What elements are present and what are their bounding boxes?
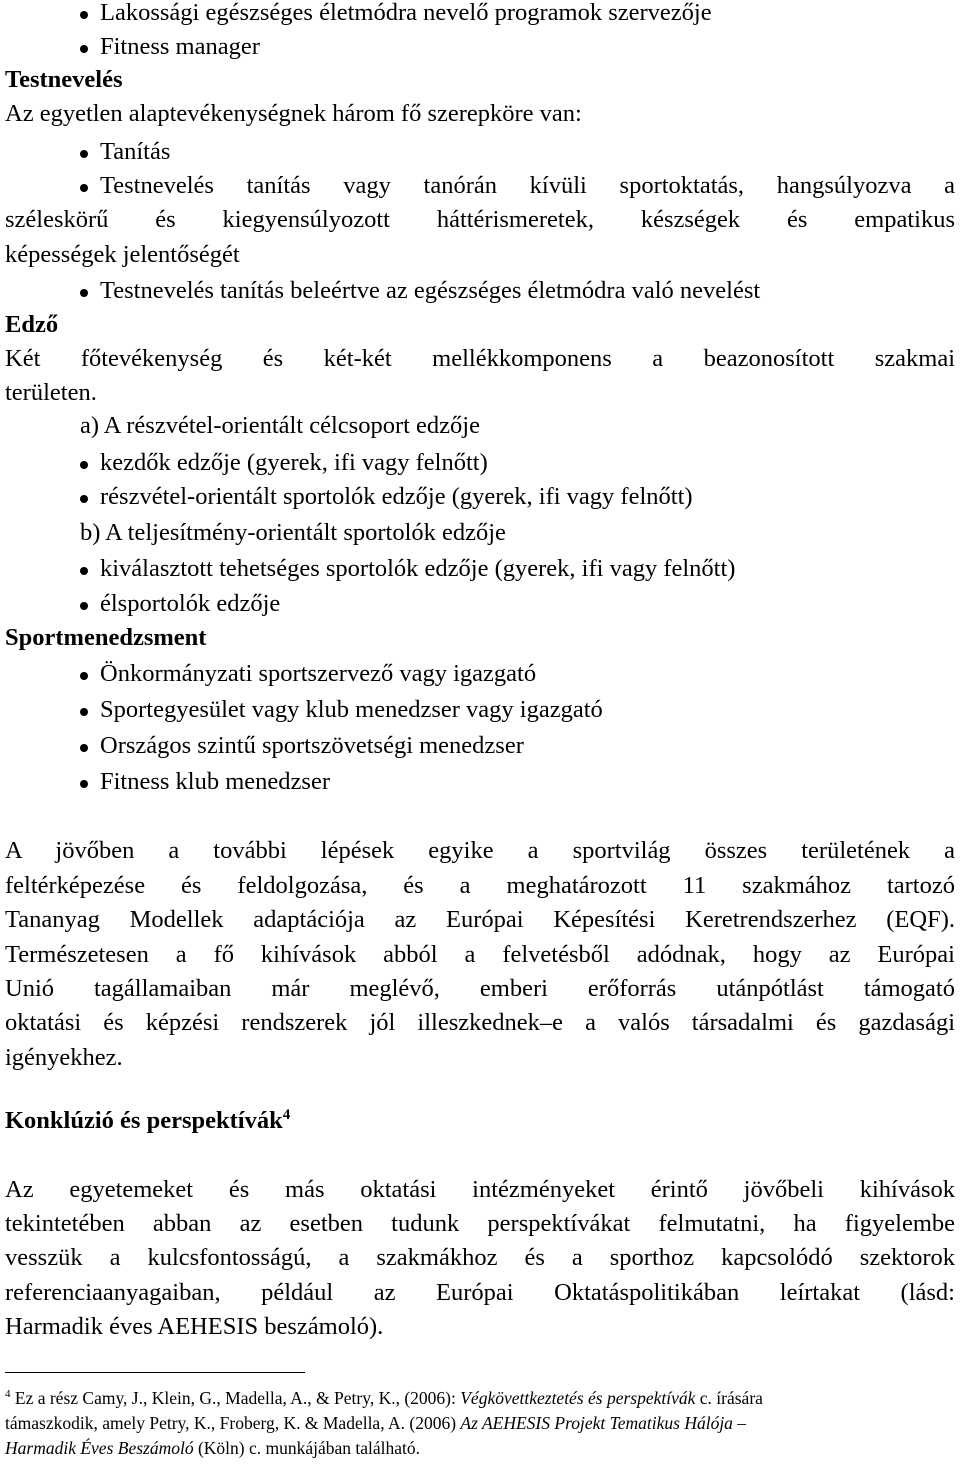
- list-item: Testnevelés tanítás vagy tanórán kívüli sportoktatás, hangsúlyozva a: [80, 171, 955, 201]
- group-label-a: a) A részvétel-orientált célcsoport edzője: [80, 412, 480, 439]
- paragraph-line: tekintetében abban az esetben tudunk perspektívákat felmutatni, ha figyelembe: [5, 1210, 955, 1237]
- paragraph-line: Természetesen a fő kihívások abból a felvetésből adódnak, hogy az Európai: [5, 941, 955, 968]
- bullet-icon: [80, 495, 88, 503]
- paragraph-line: Két főtevékenység és két-két mellékkomponens a beazonosított szakmai: [5, 345, 955, 372]
- footnote-divider: [5, 1372, 305, 1373]
- paragraph-line: feltérképezése és feldolgozása, és a meghatározott 11 szakmához tartozó: [5, 872, 955, 899]
- footnote-reference[interactable]: 4: [282, 1106, 291, 1123]
- bullet-icon: [80, 602, 88, 610]
- footnote-line: Harmadik Éves Beszámoló (Köln) c. munkájában található.: [5, 1438, 421, 1458]
- bullet-icon: [80, 672, 88, 680]
- bullet-icon: [80, 289, 88, 297]
- bullet-icon: [80, 708, 88, 716]
- paragraph-line: Harmadik éves AEHESIS beszámoló).: [5, 1313, 384, 1340]
- paragraph-line: területen.: [5, 379, 97, 406]
- section-intro: Az egyetlen alaptevékenységnek három fő szerepköre van:: [5, 100, 582, 127]
- paragraph-line: Tananyag Modellek adaptációja az Európai Képesítési Keretrendszerhez (EQF).: [5, 906, 955, 933]
- bullet-icon: [80, 461, 88, 469]
- section-heading-testneveles: Testnevelés: [5, 66, 123, 93]
- paragraph-line: A jövőben a további lépések egyike a sportvilág összes területének a: [5, 837, 955, 864]
- document-page: Lakossági egészséges életmódra nevelő programok szervezője Fitness manager Testnevelés Az egyetlen alaptevékenységnek három fő szerepköre van: Tanítás Testnevelés tanítás vagy tanórán kívüli sportoktatás, hangsúlyozva a széleskörű és kiegyensúlyozott háttérismeretek, készségek és empatikus képességek jelentőségét Testnevelés tanítás beleértve az egészséges életmódra való nevelést Edző Két főtevékenység és két-két mellékkomponens a beazonosított szakmai területen. a) A részvétel-orientált célcsoport edzője kezdők edzője (gyerek, ifi vagy felnőtt) részvétel-orientált sportolók edzője (gyerek, ifi vagy felnőtt) b) A teljesítmény-orientált sportolók edzője kiválasztott tehetséges sportolók edzője (gyerek, ifi vagy felnőtt) élsportolók edzője Sportmenedzsment Önkormányzati sportszervező vagy igazgató Sportegyesület vagy klub menedzser vagy igazgató Országos szintű sportszövetségi menedzser Fitness klub menedzser A jövőben a további lépések egyike a sportvilág összes területének a feltérképezése és feldolgozása, és a meghatározott 11 szakmához tartozó Tananyag Modellek adaptációja az Európai Képesítési Keretrendszerhez (EQF). Természetesen a fő kihívások abból a felvetésből adódnak, hogy az Európai Unió tagállamaiban már meglévő, emberi erőforrás utánpótlást támogató oktatási és képzési rendszerek jól illeszkednek–e a valós társadalmi és gazdasági igényekhez. Konklúzió és perspektívák$^4$ Az egyetemeket és más oktatási intézményeket érintő jövőbeli kihívások tekintetében abban az esetben tudunk perspektívákat felmutatni, ha figyelembe vesszük a kulcsfontosságú, a szakmákhoz és a sporthoz kapcsolódó szektorok referenciaanyagaiban, például az Európai Oktatáspolitikában leírtakat (lásd: Harmadik éves AEHESIS beszámoló). $^4$ Ez a rész Camy, J., Klein, G., Madella, A., & Petry, K., (2006): Végkövettkeztetés és perspektívák c. írására támaszkodik, amely Petry, K., Froberg, K. & Madella, A. (2006) Az AEHESIS Projekt Tematikus Hálója – Harmadik Éves Beszámoló (Köln) c. munkájában található.: [5, 0, 955, 1458]
- bullet-icon: [80, 184, 88, 192]
- bullet-icon: [80, 567, 88, 575]
- paragraph-line: igényekhez.: [5, 1044, 123, 1071]
- section-heading-edzo: Edző: [5, 311, 59, 338]
- paragraph-line: Unió tagállamaiban már meglévő, emberi erőforrás utánpótlást támogató: [5, 975, 955, 1002]
- footnote-number: 4: [5, 1388, 11, 1401]
- footnote-line: támaszkodik, amely Petry, K., Froberg, K. & Madella, A. (2006) Az AEHESIS Projekt Tematikus Hálója –: [5, 1413, 747, 1433]
- paragraph-line: Az egyetemeket és más oktatási intézményeket érintő jövőbeli kihívások: [5, 1176, 955, 1203]
- paragraph-line: vesszük a kulcsfontosságú, a szakmákhoz és a sporthoz kapcsolódó szektorok: [5, 1244, 955, 1271]
- footnote-line: $^4$ Ez a rész Camy, J., Klein, G., Madella, A., & Petry, K., (2006): Végkövettkeztetés és perspektívák c. írására: [5, 1388, 763, 1408]
- bullet-icon: [80, 11, 88, 19]
- bullet-icon: [80, 744, 88, 752]
- section-heading-sportmenedzsment: Sportmenedzsment: [5, 624, 207, 651]
- bullet-icon: [80, 150, 88, 158]
- paragraph-line: képességek jelentőségét: [5, 241, 240, 268]
- paragraph-line: széleskörű és kiegyensúlyozott háttérismeretek, készségek és empatikus: [5, 206, 955, 233]
- group-label-b: b) A teljesítmény-orientált sportolók edzője: [80, 519, 506, 546]
- bullet-icon: [80, 780, 88, 788]
- bullet-icon: [80, 45, 88, 53]
- paragraph-line: oktatási és képzési rendszerek jól illeszkednek–e a valós társadalmi és gazdasági: [5, 1009, 955, 1036]
- paragraph-line: referenciaanyagaiban, például az Európai Oktatáspolitikában leírtakat (lásd:: [5, 1279, 955, 1306]
- conclusion-heading: Konklúzió és perspektívák$^4$: [5, 1106, 291, 1134]
